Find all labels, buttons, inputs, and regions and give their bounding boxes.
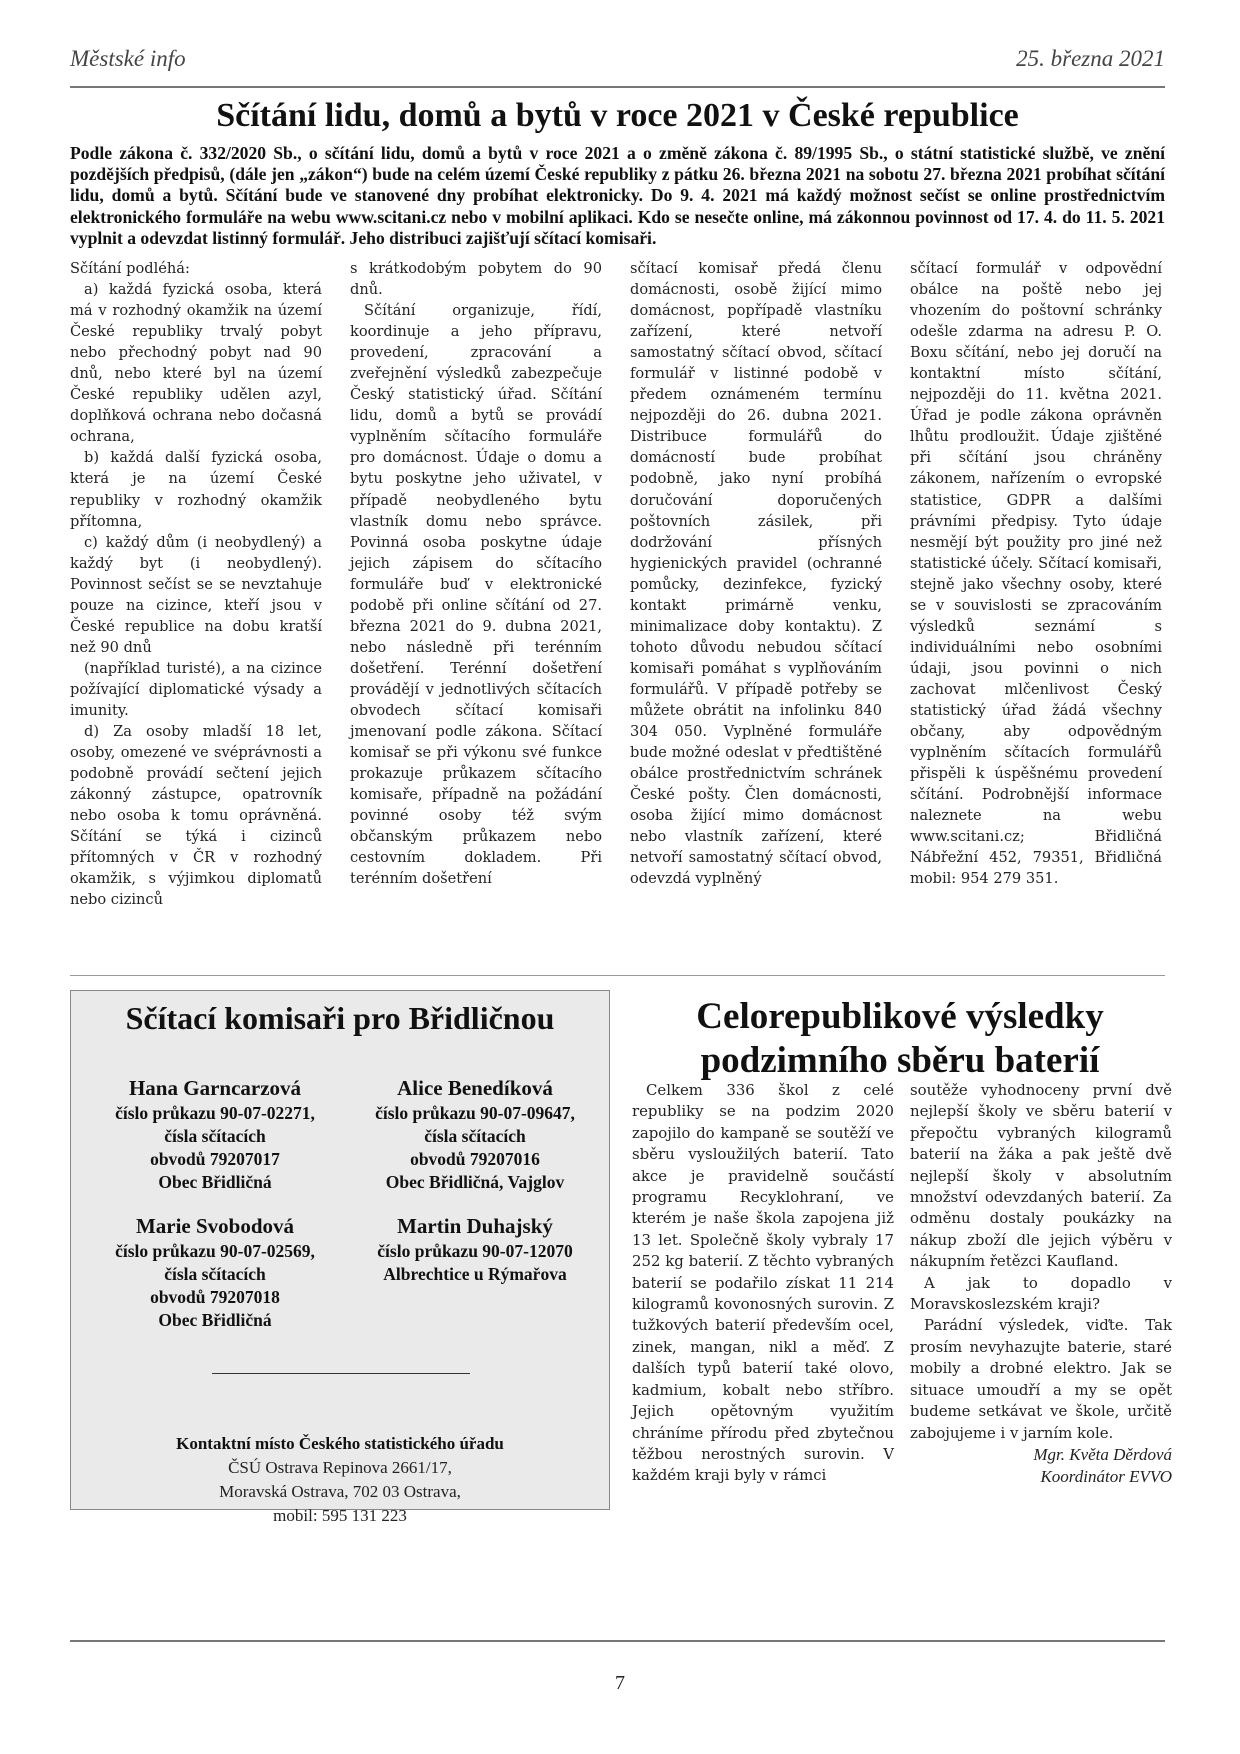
commissioner-card (350, 1213, 600, 1286)
commissioner-card (90, 1075, 340, 1194)
batteries-column-1 (632, 1080, 894, 1487)
contact-phone: mobil: 595 131 223 (273, 1506, 407, 1525)
csu-contact (70, 1432, 610, 1528)
publication-name: Městské info (70, 46, 186, 71)
commissioner-detail: Obec Břidličná, Vajglov (385, 1172, 565, 1192)
commissioner-card (90, 1213, 340, 1332)
article-column-4 (910, 258, 1162, 889)
paragraph: sčítací formulář v odpovědní obálce na poště nebo jej vhozením do poštovní schránky odešle zdarma na adresu P. O. Boxu sčítání, nebo jej doručí na kontaktní místo sčítání, nejpozději do 11. května 2021. Úřad je podle zákona oprávněn lhůtu prodloužit. Údaje zjištěné při sčítání jsou chráněny zákonem, nařízením o evropské statistice, GDPR a dalšími právními předpisy. Tyto údaje nesmějí být použity pro jiné než statistické účely. Sčítací komisaři, stejně jako všechny osoby, které se v souvislosti se zpracováním výsledků seznámí s individuálními nebo osobními údaji, jsou povinni o nich zachovat mlčenlivost Český statistický úřad žádá všechny občany, aby odpovědným vyplněním sčítacích formulářů přispěli k úspěšnému provedení sčítání. Podrobnější informace naleznete na webu www.scitani.cz; Břidličná Nábřežní 452, 79351, Břidličná mobil: 954 279 351. (910, 260, 1162, 888)
author-role: Koordinátor EVVO (1040, 1466, 1172, 1486)
author-name: Mgr. Květa Děrdová (1033, 1444, 1172, 1464)
box-divider (212, 1373, 470, 1374)
paragraph: Sčítání organizuje, řídí, koordinuje a jeho přípravu, provedení, zpracování a zveřejnění výsledků zabezpečuje Český statistický úřad. Sčítání lidu, domů a bytů se provádí vyplněním sčítacího formuláře pro domácnost. Údaje o domu a bytu poskytne jeho uživatel, v případě neobydleného bytu vlastník domu nebo správce. Povinná osoba poskytne údaje jejich zápisem do sčítacího formuláře buď v elektronické podobě při online sčítání od 27. března 2021 do 9. dubna 2021, nebo následně při terénním došetření. Terénní došetření provádějí v jednotlivých sčítacích obvodech sčítací komisaři jmenovaní podle zákona. Sčítací komisař se při výkonu své funkce prokazuje průkazem sčítacího komisaře, případně na požádání povinné osoby též svým občanským průkazem nebo cestovním dokladem. Při terénním došetření (350, 302, 602, 888)
article-title: Sčítání lidu, domů a bytů v roce 2021 v České republice (216, 97, 1019, 134)
commissioner-detail: číslo průkazu 90-07-12070 (377, 1241, 573, 1261)
commissioner-detail: obvodů 79207016 (410, 1149, 540, 1169)
paragraph: a) každá fyzická osoba, která má v rozhodný okamžik na území České republiky trvalý pobyt nebo přechodný pobyt nad 90 dnů, nebo které byl na území České republiky udělen azyl, doplňková ochrana nebo dočasná ochrana, (70, 281, 322, 446)
paragraph: Sčítání podléhá: (70, 260, 190, 277)
article-column-1 (70, 258, 322, 910)
commissioner-detail: Obec Břidličná (158, 1172, 272, 1192)
paragraph: Celkem 336 škol z celé republiky se na podzim 2020 zapojilo do kampaně se soutěží ve sběru vysloužilých baterií. Tato akce je pravidelně součástí programu Recyklohraní, ve kterém je naše škola zapojena již 13 let. Společně školy vybraly 17 252 kg baterií. Z těchto vybraných baterií se podařilo získat 11 214 kilogramů kovonosných surovin. Z tužkových baterií především ocel, zinek, mangan, nikl a měď. Z dalších typů baterií také olovo, kadmium, kobalt nebo stříbro. Jejich opětovným využitím chráníme přírodu před zbytečnou těžbou nerostných surovin. V každém kraji byly v rámci (632, 1081, 894, 1485)
paragraph: b) každá další fyzická osoba, která je na území České republiky v rozhodný okamžik přítomna, (70, 449, 322, 530)
commissioners-box-title: Sčítací komisaři pro Břidličnou (125, 1000, 555, 1036)
commissioner-detail: čísla sčítacích (164, 1126, 266, 1146)
paragraph: c) každý dům (i neobydlený) a každý byt (i neobydlený). Povinnost sečíst se se nevztahuje pouze na cizince, kteří jsou v České republice na dobu kratší než 90 dnů (70, 533, 322, 656)
commissioner-detail: Albrechtice u Rýmařova (383, 1264, 567, 1284)
commissioner-detail: čísla sčítacích (424, 1126, 526, 1146)
contact-address: ČSÚ Ostrava Repinova 2661/17, (228, 1458, 452, 1477)
paragraph: soutěže vyhodnoceny první dvě nejlepší školy ve sběru baterií v přepočtu vybraných kilogramů baterií na žáka a pak ještě dvě nejlepší školy v absolutním množství odevzdaných baterií. Za odměnu dostaly poukázky na nákup zboží dle jejich výběru v nákupním řetězci Kaufland. (910, 1081, 1172, 1271)
batteries-title (630, 995, 1170, 1083)
commissioner-detail: číslo průkazu 90-07-02569, (115, 1241, 315, 1261)
commissioner-name: Alice Benedíková (397, 1076, 553, 1100)
commissioner-name: Marie Svobodová (135, 1214, 295, 1238)
paragraph: Parádní výsledek, viďte. Tak prosím nevyhazujte baterie, staré mobily a drobné elektro. Jak se situace umoudří a my se opět budeme setkávat ve škole, určitě zabojujeme i v jarním kole. (910, 1316, 1172, 1442)
contact-heading: Kontaktní místo Českého statistického úřadu (176, 1434, 504, 1453)
issue-date: 25. března 2021 (1016, 46, 1165, 71)
contact-address: Moravská Ostrava, 702 03 Ostrava, (219, 1482, 461, 1501)
footer-rule (70, 1640, 1165, 1642)
header-rule (70, 86, 1165, 88)
commissioner-card (350, 1075, 600, 1194)
paragraph: s krátkodobým pobytem do 90 dnů. (350, 260, 602, 299)
commissioner-name: Martin Duhajský (397, 1214, 553, 1238)
commissioner-detail: čísla sčítacích (164, 1264, 266, 1284)
batteries-title-line: Celorepublikové výsledky (696, 996, 1104, 1037)
commissioner-detail: obvodů 79207017 (150, 1149, 280, 1169)
commissioner-detail: Obec Břidličná (158, 1310, 272, 1330)
article-lead: Podle zákona č. 332/2020 Sb., o sčítání lidu, domů a bytů v roce 2021 a o změně zákona č. 89/1995 Sb., o státní statistické službě, ve znění pozdějších předpisů, (dále jen „zákon“) bude na celém území České republiky z pátku 26. března 2021 na sobotu 27. března 2021 probíhat sčítání lidu, domů a bytů. Sčítání bude ve stanovené dny probíhat elektronicky. Do 9. 4. 2021 má každý možnost sečíst se online prostřednictvím elektronického formuláře na webu www.scitani.cz nebo v mobilní aplikaci. Kdo se nesečte online, má zákonnou povinnost od 17. 4. do 11. 5. 2021 vyplnit a odevzdat listinný formulář. Jeho distribuci zajišťují sčítací komisaři. (70, 143, 1165, 248)
commissioner-detail: číslo průkazu 90-07-09647, (375, 1103, 575, 1123)
batteries-title-line: podzimního sběru baterií (700, 1040, 1100, 1081)
paragraph: A jak to dopadlo v Moravskoslezském kraji? (910, 1273, 1172, 1314)
paragraph: d) Za osoby mladší 18 let, osoby, omezené ve svéprávnosti a podobně provádí sečtení jejich zákonný zástupce, opatrovník nebo osoba k tomu oprávněná. Sčítání se týká i cizinců přítomných v ČR v rozhodný okamžik, s výjimkou diplomatů nebo cizinců (70, 723, 322, 909)
article-column-3 (630, 258, 882, 889)
section-divider (70, 975, 1165, 976)
commissioner-detail: obvodů 79207018 (150, 1287, 280, 1307)
paragraph: sčítací komisař předá členu domácnosti, osobě žijící mimo domácnost, popřípadě vlastníku zařízení, které netvoří samostatný sčítací obvod, sčítací formulář v listinné podobě v předem oznámeném termínu nejpozději do 26. dubna 2021. Distribuce formulářů do domácností bude probíhat podobně, jako nyní probíhá doručování doporučených poštovních zásilek, při dodržování přísných hygienických pravidel (ochranné pomůcky, dezinfekce, fyzický kontakt primárně venku, minimalizace doby kontaktu). Z tohoto důvodu nebudou sčítací komisaři pomáhat s vyplňováním formulářů. V případě potřeby se můžete obrátit na infolinku 840 304 050. Vyplněné formuláře bude možné odeslat v předtištěné obálce prostřednictvím schránek České pošty. Člen domácnosti, osoba žijící mimo domácnost nebo vlastník zařízení, které netvoří samostatný sčítací obvod, odevzdá vyplněný (630, 260, 882, 888)
batteries-column-2 (910, 1080, 1172, 1488)
page-number: 7 (615, 1672, 625, 1694)
commissioner-name: Hana Garncarzová (128, 1076, 302, 1100)
paragraph: (například turisté), a na cizince požívající diplomatické výsady a imunity. (70, 659, 322, 719)
article-column-2 (350, 258, 602, 889)
commissioner-detail: číslo průkazu 90-07-02271, (115, 1103, 315, 1123)
